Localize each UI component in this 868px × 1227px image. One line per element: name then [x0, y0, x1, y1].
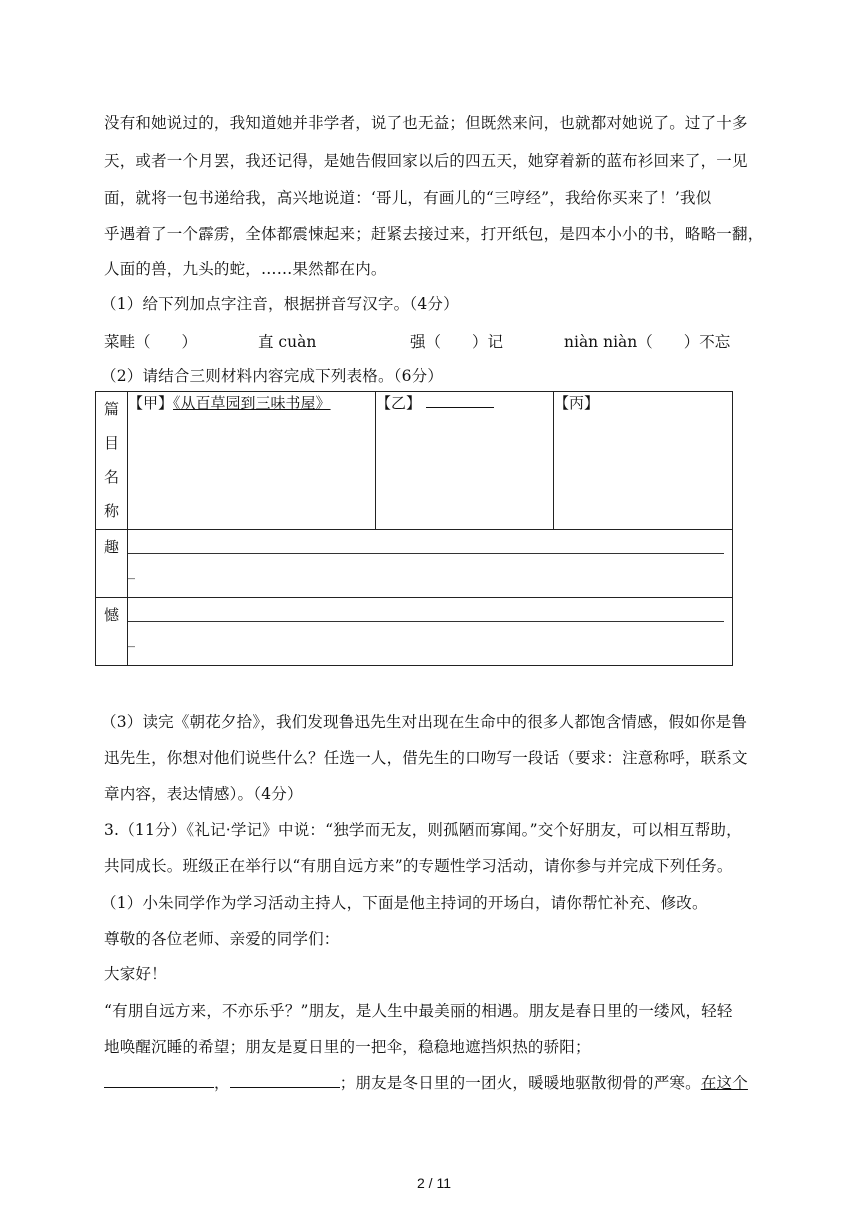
section3-line: 地唤醒沉睡的希望；朋友是夏日里的一把伞，稳稳地遮挡炽热的骄阳；	[104, 1038, 591, 1056]
underlined-phrase: 在这个	[700, 1074, 748, 1092]
answer-dash: _	[128, 564, 135, 580]
q1-item: niàn niàn（ ）不忘	[564, 333, 731, 351]
col-jia-label: 【甲】	[128, 394, 174, 412]
q3-line: 章内容，表达情感）。（4分）	[104, 785, 303, 803]
header-char: 目	[103, 434, 119, 452]
cell-yi[interactable]	[376, 392, 554, 530]
last-line-text: ；朋友是冬日里的一团火，暖暖地驱散彻骨的严寒。	[339, 1074, 701, 1092]
row-header-qu: 趣	[96, 530, 128, 598]
separator: ，	[214, 1074, 230, 1092]
header-char: 名	[103, 468, 119, 486]
passage-line: 面，就将一包书递给我，高兴地说道：‘哥儿，有画儿的“三哼经”，我给你买来了！’我似	[104, 189, 712, 207]
section3-line: 3.（11分）《礼记·学记》中说：“独学而无友，则孤陋而寡闻。”交个好朋友，可以相互帮助，	[104, 821, 742, 839]
fill-blank-2[interactable]	[230, 1073, 340, 1088]
yi-blank[interactable]	[426, 393, 494, 408]
section3-line: （1）小朱同学作为学习活动主持人，下面是他主持词的开场白，请你帮忙补充、修改。	[101, 894, 708, 912]
cell-jia	[128, 392, 376, 530]
answer-line[interactable]	[128, 598, 724, 622]
passage-line: 没有和她说过的，我知道她并非学者，说了也无益；但既然来问，也就都对她说了。过了十多	[104, 114, 748, 132]
q1-item: 菜畦（ ）	[104, 333, 198, 351]
section3-line: 大家好！	[104, 965, 167, 983]
section3-line: “有朋自远方来，不亦乐乎？”朋友，是人生中最美丽的相遇。朋友是春日里的一缕风，轻轻	[104, 1002, 733, 1020]
answer-dash: _	[128, 632, 135, 648]
passage-line: 天，或者一个月罢，我还记得，是她告假回家以后的四五天，她穿着新的蓝布衫回来了，一见	[104, 152, 748, 170]
answer-line[interactable]	[128, 530, 724, 554]
section3-last-line	[104, 1073, 772, 1093]
row-header-title	[96, 392, 128, 530]
header-char: 称	[103, 502, 119, 520]
q1-item: 强（ ）记	[410, 333, 504, 351]
page-number: 2 / 11	[417, 1175, 451, 1191]
answer-han[interactable]	[128, 598, 733, 666]
passage-line: 乎遇着了一个霹雳，全体都震悚起来；赶紧去接过来，打开纸包，是四本小小的书，略略一翻，	[104, 225, 764, 243]
col-yi-label: 【乙】	[376, 394, 422, 412]
answer-table	[95, 391, 733, 666]
q3-line: 迅先生，你想对他们说些什么？任选一人，借先生的口吻写一段话（要求：注意称呼，联系文	[104, 749, 748, 767]
q1-item: 直 cuàn	[258, 333, 317, 351]
col-bing-label: 【丙】	[554, 394, 600, 412]
fill-blank-1[interactable]	[104, 1073, 214, 1088]
q1-prompt: （1）给下列加点字注音，根据拼音写汉字。（4分）	[101, 295, 459, 313]
passage-line: 人面的兽，九头的蛇，……果然都在内。	[104, 260, 387, 278]
q2-prompt: （2）请结合三则材料内容完成下列表格。（6分）	[101, 367, 444, 385]
col-jia-title: 《从百草园到三味书屋》	[173, 394, 331, 412]
section3-line: 共同成长。班级正在举行以“有朋自远方来”的专题性学习活动，请你参与并完成下列任务。	[104, 857, 733, 875]
answer-qu[interactable]	[128, 530, 733, 598]
header-char: 篇	[103, 400, 119, 418]
cell-bing[interactable]	[554, 392, 733, 530]
row-header-han: 憾	[96, 598, 128, 666]
q3-line: （3）读完《朝花夕拾》，我们发现鲁迅先生对出现在生命中的很多人都饱含情感，假如你是鲁	[101, 713, 748, 731]
section3-line: 尊敬的各位老师、亲爱的同学们：	[104, 930, 340, 948]
